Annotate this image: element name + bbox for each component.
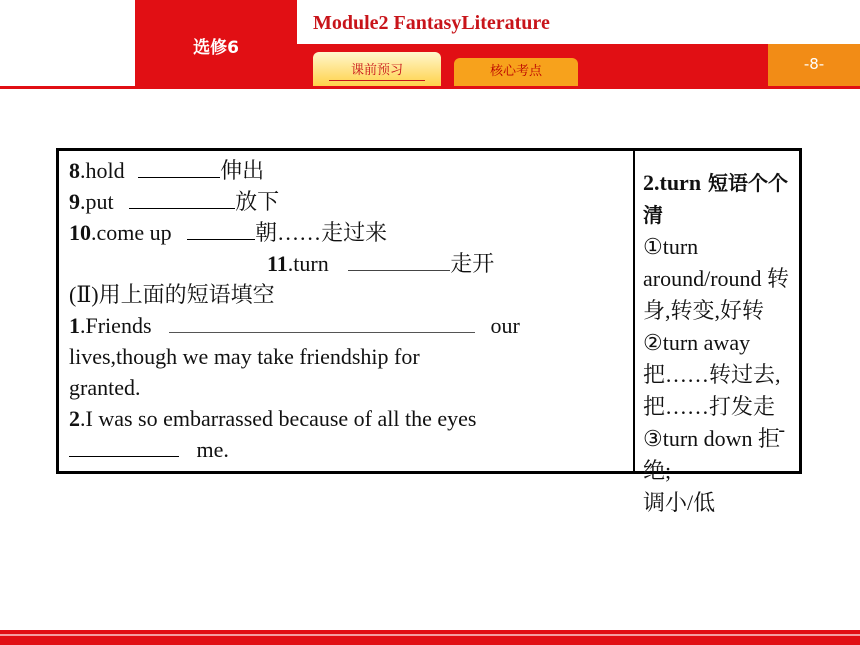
item-number: 10 [69, 220, 91, 245]
phrase-row-10 [69, 217, 625, 248]
tab-core-points[interactable] [454, 58, 578, 86]
notes-title [643, 167, 803, 231]
question-text: me. [196, 437, 229, 462]
course-label: 选修6 [193, 38, 239, 58]
page-number: -8- [768, 44, 860, 86]
answer-blank[interactable] [187, 217, 255, 240]
note-line: 把……打发走 [643, 394, 776, 419]
phrase-notes-column [643, 167, 803, 519]
tab-preview-label: 课前预习 [350, 63, 403, 78]
item-number: 2 [69, 406, 80, 431]
item-number: 1 [69, 313, 80, 338]
exercise-column [69, 155, 625, 465]
note-line: 身,转变,好转 [643, 298, 765, 323]
question-2 [69, 403, 625, 434]
phrase-meaning: 放下 [235, 189, 280, 214]
question-text: lives,though we may take friendship for [69, 344, 420, 369]
question-text: granted. [69, 375, 141, 400]
question-2-cont [69, 434, 625, 465]
phrase-row-9 [69, 186, 625, 217]
phrase-row-11 [69, 248, 625, 279]
question-text: .I was so embarrassed because of all the eyes [80, 406, 477, 431]
question-text: .Friends [80, 313, 152, 338]
tab-preview[interactable] [313, 52, 441, 86]
note-line: ③turn down 拒绝; [643, 426, 781, 483]
course-banner [135, 0, 297, 86]
header-divider [0, 86, 860, 89]
phrase-meaning: 伸出 [220, 158, 265, 183]
tab-underline [329, 80, 425, 81]
note-line: 调小/低 [643, 490, 716, 515]
dash-mark: - [778, 419, 785, 441]
exercise-table [56, 148, 802, 515]
phrase-row-8 [69, 155, 625, 186]
answer-blank[interactable] [169, 310, 475, 333]
answer-blank[interactable] [348, 248, 450, 271]
phrase-text: .put [80, 189, 114, 214]
module-title: Module2 FantasyLiterature [313, 12, 550, 34]
item-number: 8 [69, 158, 80, 183]
note-line: around/round 转 [643, 266, 790, 291]
item-number: 11 [267, 251, 288, 276]
phrase-text: .turn [287, 251, 329, 276]
phrase-text: .hold [80, 158, 125, 183]
question-text: our [490, 313, 520, 338]
item-number: 9 [69, 189, 80, 214]
note-line: ①turn [643, 234, 699, 259]
note-line: 把……转过去, [643, 362, 781, 387]
answer-blank[interactable] [69, 434, 179, 457]
question-1 [69, 310, 625, 341]
notes-title-rest: 短语个个清 [643, 171, 789, 227]
notes-title-bold: 2.turn [643, 170, 702, 195]
footer-bar [0, 630, 860, 645]
phrase-meaning: 朝……走过来 [255, 220, 388, 245]
answer-blank[interactable] [138, 155, 220, 178]
answer-blank[interactable] [129, 186, 235, 209]
phrase-text: .come up [91, 220, 172, 245]
section-heading: (Ⅱ)用上面的短语填空 [69, 282, 275, 307]
phrase-meaning: 走开 [450, 251, 495, 276]
column-divider [633, 151, 635, 471]
tab-core-points-label: 核心考点 [489, 64, 542, 79]
note-line: ②turn away [643, 330, 751, 355]
